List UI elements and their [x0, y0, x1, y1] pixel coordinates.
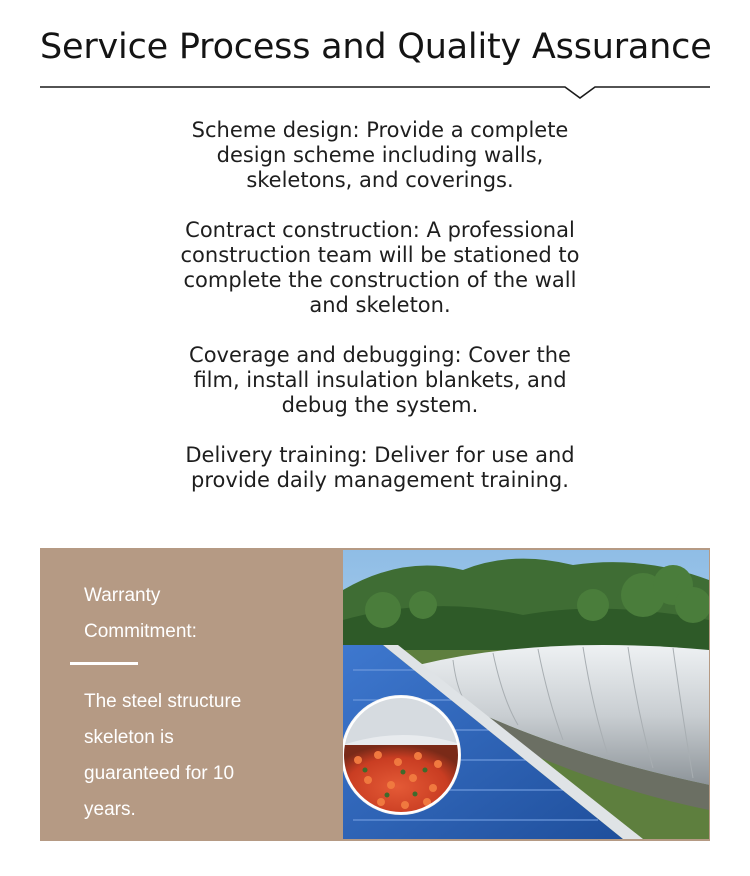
step-line: complete the construction of the wall: [183, 268, 577, 292]
step-line: skeletons, and coverings.: [246, 168, 514, 192]
step-line: Coverage and debugging: Cover the: [189, 343, 571, 367]
warranty-heading-line: Commitment:: [84, 621, 197, 642]
warranty-body: [84, 684, 241, 828]
step-line: debug the system.: [281, 393, 479, 417]
step-line: Scheme design: Provide a complete: [191, 118, 569, 142]
step-line: provide daily management training.: [191, 468, 569, 492]
step-line: construction team will be stationed to: [180, 243, 580, 267]
page-title: Service Process and Quality Assurance: [40, 27, 712, 67]
step-line: and skeleton.: [309, 293, 451, 317]
warranty-panel: [40, 548, 710, 841]
step-scheme-design: [95, 118, 665, 193]
warranty-heading: [84, 578, 197, 650]
step-contract-construction: [95, 218, 665, 318]
step-line: Delivery training: Deliver for use and: [185, 443, 575, 467]
warranty-body-line: guaranteed for 10: [84, 763, 235, 784]
warranty-body-line: skeleton is: [84, 727, 174, 748]
warranty-divider: [70, 662, 138, 665]
warranty-body-line: years.: [84, 799, 136, 820]
process-steps: [95, 118, 665, 518]
step-coverage-debugging: [95, 343, 665, 418]
step-line: design scheme including walls,: [216, 143, 544, 167]
step-line: Contract construction: A professional: [185, 218, 575, 242]
step-delivery-training: [95, 443, 665, 493]
warranty-body-line: The steel structure: [84, 691, 242, 712]
warranty-heading-line: Warranty: [84, 585, 161, 606]
title-divider-icon: [40, 78, 710, 102]
step-line: film, install insulation blankets, and: [193, 368, 567, 392]
greenhouse-photo: [343, 550, 709, 839]
